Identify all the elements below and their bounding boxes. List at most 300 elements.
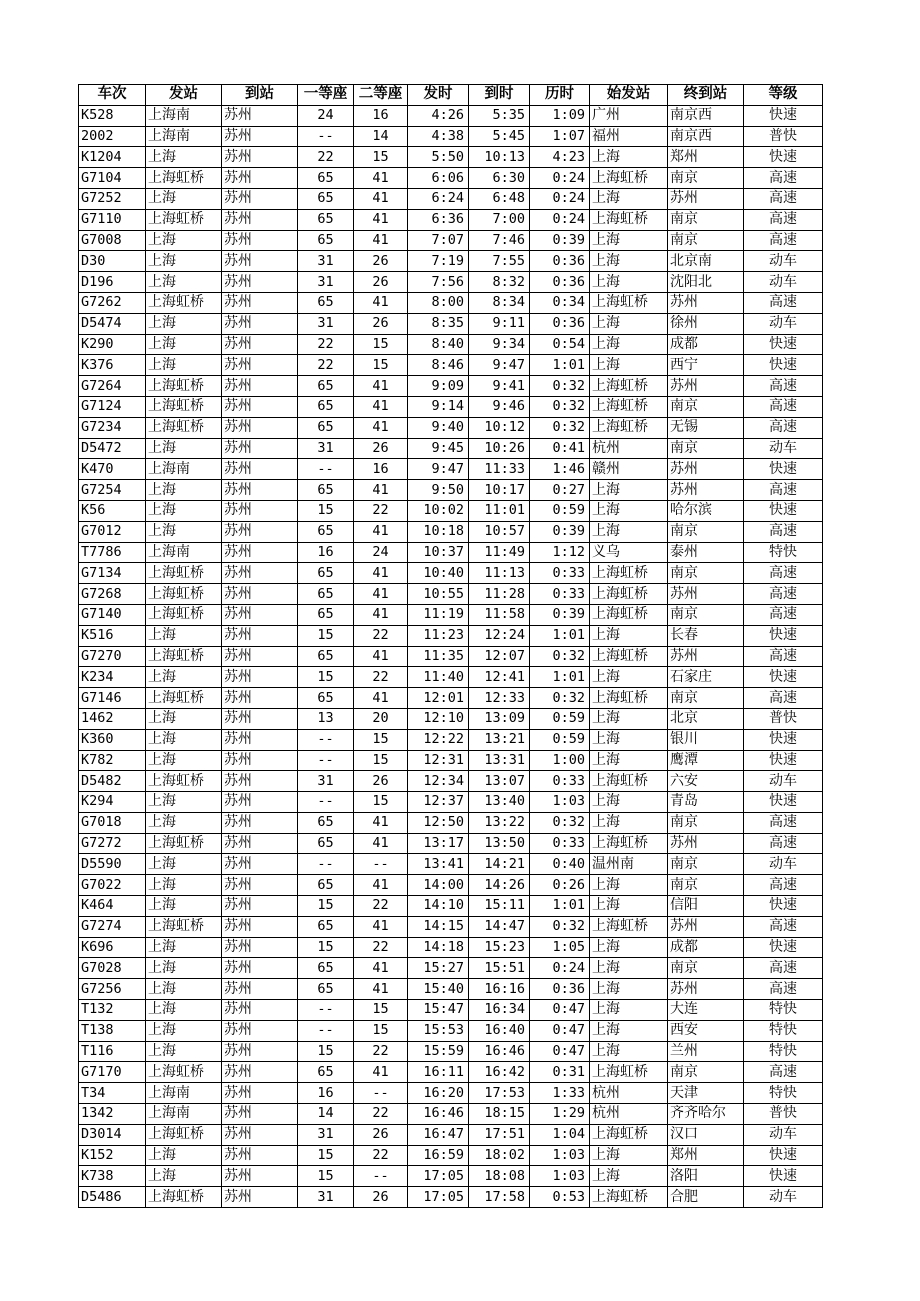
cell-train-number: D196 xyxy=(79,272,146,293)
cell-origin-station: 上海虹桥 xyxy=(590,584,668,605)
cell-train-number: G7028 xyxy=(79,958,146,979)
table-row xyxy=(79,563,823,584)
cell-departure-time: 13:17 xyxy=(408,833,469,854)
cell-origin-station: 上海 xyxy=(590,979,668,1000)
cell-arrival-time: 13:09 xyxy=(469,708,530,729)
cell-train-number: G7264 xyxy=(79,376,146,397)
cell-departure-time: 12:01 xyxy=(408,688,469,709)
cell-origin-station: 上海 xyxy=(590,625,668,646)
cell-second-class-price: 22 xyxy=(354,1145,408,1166)
cell-origin-station: 上海 xyxy=(590,750,668,771)
cell-train-class: 高速 xyxy=(744,563,823,584)
cell-terminal-station: 苏州 xyxy=(668,188,744,209)
cell-terminal-station: 苏州 xyxy=(668,376,744,397)
cell-arrival-time: 9:34 xyxy=(469,334,530,355)
cell-train-class: 快速 xyxy=(744,667,823,688)
cell-departure-time: 10:18 xyxy=(408,521,469,542)
cell-train-class: 动车 xyxy=(744,1187,823,1208)
cell-departure-time: 15:47 xyxy=(408,1000,469,1021)
cell-terminal-station: 成都 xyxy=(668,334,744,355)
cell-arrival-time: 18:15 xyxy=(469,1104,530,1125)
cell-second-class-price: 22 xyxy=(354,625,408,646)
cell-second-class-price: 26 xyxy=(354,438,408,459)
cell-departure-station: 上海 xyxy=(146,667,222,688)
cell-departure-time: 12:50 xyxy=(408,812,469,833)
cell-duration: 0:33 xyxy=(530,833,590,854)
cell-arrival-station: 苏州 xyxy=(222,334,298,355)
cell-terminal-station: 郑州 xyxy=(668,1145,744,1166)
cell-origin-station: 上海虹桥 xyxy=(590,1124,668,1145)
cell-terminal-station: 齐齐哈尔 xyxy=(668,1104,744,1125)
cell-train-number: G7234 xyxy=(79,417,146,438)
cell-first-class-price: 65 xyxy=(298,979,354,1000)
cell-arrival-station: 苏州 xyxy=(222,979,298,1000)
cell-second-class-price: 20 xyxy=(354,708,408,729)
cell-departure-station: 上海虹桥 xyxy=(146,916,222,937)
header-first-class: 一等座 xyxy=(298,85,354,106)
cell-arrival-time: 16:16 xyxy=(469,979,530,1000)
cell-departure-station: 上海 xyxy=(146,1020,222,1041)
table-row xyxy=(79,750,823,771)
cell-second-class-price: 15 xyxy=(354,729,408,750)
cell-duration: 1:04 xyxy=(530,1124,590,1145)
table-row xyxy=(79,355,823,376)
table-row xyxy=(79,708,823,729)
cell-first-class-price: -- xyxy=(298,729,354,750)
cell-origin-station: 上海虹桥 xyxy=(590,1187,668,1208)
cell-origin-station: 上海 xyxy=(590,667,668,688)
cell-second-class-price: 22 xyxy=(354,500,408,521)
cell-arrival-station: 苏州 xyxy=(222,584,298,605)
cell-arrival-time: 10:13 xyxy=(469,147,530,168)
cell-terminal-station: 南京 xyxy=(668,168,744,189)
table-row xyxy=(79,1020,823,1041)
cell-duration: 1:00 xyxy=(530,750,590,771)
cell-terminal-station: 兰州 xyxy=(668,1041,744,1062)
cell-origin-station: 上海虹桥 xyxy=(590,833,668,854)
cell-origin-station: 上海 xyxy=(590,355,668,376)
cell-train-class: 普快 xyxy=(744,1104,823,1125)
cell-duration: 0:36 xyxy=(530,313,590,334)
cell-train-number: K376 xyxy=(79,355,146,376)
cell-origin-station: 上海虹桥 xyxy=(590,563,668,584)
cell-origin-station: 上海虹桥 xyxy=(590,292,668,313)
cell-terminal-station: 汉口 xyxy=(668,1124,744,1145)
table-row xyxy=(79,209,823,230)
cell-departure-station: 上海南 xyxy=(146,105,222,126)
cell-first-class-price: 65 xyxy=(298,292,354,313)
cell-train-number: 2002 xyxy=(79,126,146,147)
cell-train-number: T132 xyxy=(79,1000,146,1021)
cell-arrival-time: 9:41 xyxy=(469,376,530,397)
table-row xyxy=(79,521,823,542)
cell-arrival-time: 18:02 xyxy=(469,1145,530,1166)
cell-terminal-station: 石家庄 xyxy=(668,667,744,688)
cell-terminal-station: 天津 xyxy=(668,1083,744,1104)
cell-arrival-station: 苏州 xyxy=(222,937,298,958)
cell-terminal-station: 成都 xyxy=(668,937,744,958)
cell-train-number: K738 xyxy=(79,1166,146,1187)
cell-duration: 1:01 xyxy=(530,355,590,376)
cell-arrival-station: 苏州 xyxy=(222,833,298,854)
cell-departure-time: 9:09 xyxy=(408,376,469,397)
cell-train-class: 高速 xyxy=(744,168,823,189)
cell-departure-time: 6:24 xyxy=(408,188,469,209)
cell-second-class-price: -- xyxy=(354,1166,408,1187)
cell-origin-station: 赣州 xyxy=(590,459,668,480)
cell-departure-station: 上海 xyxy=(146,521,222,542)
cell-arrival-time: 11:33 xyxy=(469,459,530,480)
cell-terminal-station: 西宁 xyxy=(668,355,744,376)
cell-train-number: K464 xyxy=(79,896,146,917)
cell-arrival-time: 12:07 xyxy=(469,646,530,667)
cell-origin-station: 上海虹桥 xyxy=(590,1062,668,1083)
cell-terminal-station: 南京 xyxy=(668,209,744,230)
cell-first-class-price: 65 xyxy=(298,646,354,667)
cell-departure-time: 8:35 xyxy=(408,313,469,334)
cell-departure-station: 上海南 xyxy=(146,126,222,147)
cell-first-class-price: 22 xyxy=(298,355,354,376)
cell-arrival-time: 10:12 xyxy=(469,417,530,438)
cell-train-number: G7146 xyxy=(79,688,146,709)
cell-arrival-station: 苏州 xyxy=(222,750,298,771)
cell-origin-station: 上海 xyxy=(590,1020,668,1041)
cell-arrival-time: 13:21 xyxy=(469,729,530,750)
cell-departure-station: 上海虹桥 xyxy=(146,604,222,625)
cell-origin-station: 上海 xyxy=(590,708,668,729)
cell-train-number: D5590 xyxy=(79,854,146,875)
cell-terminal-station: 南京西 xyxy=(668,126,744,147)
cell-second-class-price: 16 xyxy=(354,459,408,480)
cell-departure-time: 14:18 xyxy=(408,937,469,958)
cell-departure-time: 7:56 xyxy=(408,272,469,293)
table-body xyxy=(79,105,823,1207)
table-row xyxy=(79,1166,823,1187)
cell-duration: 0:53 xyxy=(530,1187,590,1208)
cell-origin-station: 上海 xyxy=(590,792,668,813)
cell-terminal-station: 洛阳 xyxy=(668,1166,744,1187)
cell-arrival-time: 11:28 xyxy=(469,584,530,605)
cell-train-number: K152 xyxy=(79,1145,146,1166)
header-train-number: 车次 xyxy=(79,85,146,106)
table-row xyxy=(79,313,823,334)
cell-train-number: D5472 xyxy=(79,438,146,459)
cell-train-number: G7134 xyxy=(79,563,146,584)
cell-second-class-price: 41 xyxy=(354,979,408,1000)
cell-first-class-price: 31 xyxy=(298,1187,354,1208)
cell-first-class-price: 31 xyxy=(298,771,354,792)
cell-first-class-price: 65 xyxy=(298,417,354,438)
cell-arrival-station: 苏州 xyxy=(222,1104,298,1125)
cell-train-number: G7008 xyxy=(79,230,146,251)
cell-origin-station: 上海 xyxy=(590,1041,668,1062)
cell-origin-station: 上海 xyxy=(590,937,668,958)
cell-first-class-price: 31 xyxy=(298,1124,354,1145)
cell-arrival-station: 苏州 xyxy=(222,958,298,979)
cell-second-class-price: 41 xyxy=(354,376,408,397)
cell-departure-station: 上海 xyxy=(146,708,222,729)
cell-departure-station: 上海虹桥 xyxy=(146,1124,222,1145)
cell-arrival-station: 苏州 xyxy=(222,272,298,293)
cell-train-number: 1342 xyxy=(79,1104,146,1125)
cell-departure-time: 15:27 xyxy=(408,958,469,979)
cell-arrival-station: 苏州 xyxy=(222,563,298,584)
header-row xyxy=(79,85,823,106)
table-row xyxy=(79,500,823,521)
cell-arrival-time: 13:07 xyxy=(469,771,530,792)
cell-duration: 0:24 xyxy=(530,958,590,979)
cell-arrival-time: 15:23 xyxy=(469,937,530,958)
table-row xyxy=(79,875,823,896)
cell-origin-station: 上海 xyxy=(590,251,668,272)
cell-train-number: G7018 xyxy=(79,812,146,833)
cell-departure-station: 上海南 xyxy=(146,459,222,480)
cell-train-number: G7104 xyxy=(79,168,146,189)
cell-origin-station: 杭州 xyxy=(590,438,668,459)
cell-second-class-price: 22 xyxy=(354,667,408,688)
cell-second-class-price: 26 xyxy=(354,1187,408,1208)
cell-second-class-price: 41 xyxy=(354,833,408,854)
cell-departure-station: 上海 xyxy=(146,1000,222,1021)
cell-departure-station: 上海 xyxy=(146,937,222,958)
cell-arrival-station: 苏州 xyxy=(222,875,298,896)
cell-departure-station: 上海 xyxy=(146,1166,222,1187)
cell-departure-station: 上海 xyxy=(146,251,222,272)
cell-train-class: 动车 xyxy=(744,313,823,334)
cell-terminal-station: 南京 xyxy=(668,812,744,833)
cell-origin-station: 上海虹桥 xyxy=(590,771,668,792)
cell-terminal-station: 北京 xyxy=(668,708,744,729)
cell-origin-station: 上海 xyxy=(590,521,668,542)
cell-terminal-station: 苏州 xyxy=(668,584,744,605)
cell-origin-station: 上海 xyxy=(590,334,668,355)
cell-departure-station: 上海 xyxy=(146,500,222,521)
cell-departure-station: 上海 xyxy=(146,854,222,875)
cell-train-number: T116 xyxy=(79,1041,146,1062)
cell-train-class: 高速 xyxy=(744,604,823,625)
cell-train-class: 快速 xyxy=(744,937,823,958)
cell-train-number: G7124 xyxy=(79,396,146,417)
cell-departure-time: 8:46 xyxy=(408,355,469,376)
cell-departure-time: 15:40 xyxy=(408,979,469,1000)
cell-train-number: K696 xyxy=(79,937,146,958)
cell-train-class: 高速 xyxy=(744,833,823,854)
cell-departure-time: 12:22 xyxy=(408,729,469,750)
cell-departure-time: 15:53 xyxy=(408,1020,469,1041)
cell-duration: 0:24 xyxy=(530,209,590,230)
cell-terminal-station: 西安 xyxy=(668,1020,744,1041)
cell-arrival-station: 苏州 xyxy=(222,480,298,501)
cell-departure-station: 上海 xyxy=(146,147,222,168)
table-row xyxy=(79,1187,823,1208)
cell-duration: 0:32 xyxy=(530,376,590,397)
cell-first-class-price: -- xyxy=(298,1000,354,1021)
cell-train-number: T7786 xyxy=(79,542,146,563)
cell-first-class-price: -- xyxy=(298,126,354,147)
cell-second-class-price: 26 xyxy=(354,771,408,792)
cell-terminal-station: 南京 xyxy=(668,688,744,709)
cell-train-class: 高速 xyxy=(744,812,823,833)
cell-duration: 0:36 xyxy=(530,272,590,293)
cell-origin-station: 上海虹桥 xyxy=(590,376,668,397)
cell-second-class-price: 26 xyxy=(354,272,408,293)
cell-train-class: 高速 xyxy=(744,646,823,667)
table-row xyxy=(79,688,823,709)
cell-origin-station: 上海 xyxy=(590,896,668,917)
cell-second-class-price: 41 xyxy=(354,292,408,313)
cell-origin-station: 上海 xyxy=(590,1145,668,1166)
cell-origin-station: 杭州 xyxy=(590,1083,668,1104)
cell-first-class-price: 65 xyxy=(298,584,354,605)
cell-first-class-price: 31 xyxy=(298,313,354,334)
cell-duration: 1:29 xyxy=(530,1104,590,1125)
cell-arrival-station: 苏州 xyxy=(222,230,298,251)
cell-train-number: G7270 xyxy=(79,646,146,667)
cell-train-class: 快速 xyxy=(744,105,823,126)
header-terminal-station: 终到站 xyxy=(668,85,744,106)
cell-arrival-time: 11:01 xyxy=(469,500,530,521)
cell-duration: 1:01 xyxy=(530,667,590,688)
cell-arrival-time: 7:46 xyxy=(469,230,530,251)
cell-train-number: K470 xyxy=(79,459,146,480)
cell-first-class-price: 16 xyxy=(298,542,354,563)
table-row xyxy=(79,604,823,625)
cell-departure-station: 上海虹桥 xyxy=(146,396,222,417)
cell-arrival-time: 12:41 xyxy=(469,667,530,688)
header-origin-station: 始发站 xyxy=(590,85,668,106)
cell-origin-station: 上海虹桥 xyxy=(590,417,668,438)
cell-second-class-price: 41 xyxy=(354,604,408,625)
cell-departure-time: 14:15 xyxy=(408,916,469,937)
cell-departure-station: 上海虹桥 xyxy=(146,209,222,230)
cell-train-class: 动车 xyxy=(744,438,823,459)
cell-train-number: G7252 xyxy=(79,188,146,209)
cell-terminal-station: 信阳 xyxy=(668,896,744,917)
cell-duration: 0:36 xyxy=(530,251,590,272)
cell-departure-time: 16:59 xyxy=(408,1145,469,1166)
cell-origin-station: 杭州 xyxy=(590,1104,668,1125)
cell-train-class: 特快 xyxy=(744,1020,823,1041)
cell-departure-time: 14:00 xyxy=(408,875,469,896)
cell-first-class-price: 22 xyxy=(298,147,354,168)
cell-second-class-price: 22 xyxy=(354,1104,408,1125)
cell-departure-station: 上海 xyxy=(146,1041,222,1062)
cell-arrival-time: 7:55 xyxy=(469,251,530,272)
cell-departure-station: 上海 xyxy=(146,625,222,646)
table-row xyxy=(79,230,823,251)
cell-departure-time: 12:10 xyxy=(408,708,469,729)
header-departure-time: 发时 xyxy=(408,85,469,106)
cell-train-number: G7274 xyxy=(79,916,146,937)
cell-arrival-station: 苏州 xyxy=(222,1187,298,1208)
cell-train-class: 特快 xyxy=(744,1083,823,1104)
cell-train-number: T138 xyxy=(79,1020,146,1041)
cell-first-class-price: -- xyxy=(298,750,354,771)
cell-terminal-station: 苏州 xyxy=(668,646,744,667)
cell-departure-time: 9:47 xyxy=(408,459,469,480)
cell-departure-time: 4:26 xyxy=(408,105,469,126)
cell-arrival-time: 9:46 xyxy=(469,396,530,417)
cell-departure-station: 上海虹桥 xyxy=(146,563,222,584)
cell-arrival-station: 苏州 xyxy=(222,916,298,937)
cell-duration: 1:07 xyxy=(530,126,590,147)
cell-first-class-price: 65 xyxy=(298,958,354,979)
cell-second-class-price: 26 xyxy=(354,1124,408,1145)
cell-departure-station: 上海虹桥 xyxy=(146,1062,222,1083)
cell-train-class: 高速 xyxy=(744,188,823,209)
cell-departure-time: 17:05 xyxy=(408,1187,469,1208)
cell-arrival-station: 苏州 xyxy=(222,771,298,792)
cell-arrival-station: 苏州 xyxy=(222,1062,298,1083)
cell-arrival-station: 苏州 xyxy=(222,355,298,376)
cell-terminal-station: 徐州 xyxy=(668,313,744,334)
cell-arrival-station: 苏州 xyxy=(222,396,298,417)
cell-duration: 0:59 xyxy=(530,500,590,521)
header-second-class: 二等座 xyxy=(354,85,408,106)
cell-train-number: G7170 xyxy=(79,1062,146,1083)
table-row xyxy=(79,667,823,688)
cell-second-class-price: 41 xyxy=(354,812,408,833)
cell-departure-station: 上海 xyxy=(146,729,222,750)
cell-duration: 0:39 xyxy=(530,604,590,625)
cell-departure-station: 上海 xyxy=(146,958,222,979)
cell-duration: 0:36 xyxy=(530,979,590,1000)
cell-departure-station: 上海 xyxy=(146,230,222,251)
cell-train-class: 高速 xyxy=(744,521,823,542)
cell-train-class: 高速 xyxy=(744,417,823,438)
cell-train-class: 动车 xyxy=(744,854,823,875)
cell-departure-time: 9:14 xyxy=(408,396,469,417)
table-row xyxy=(79,542,823,563)
table-row xyxy=(79,272,823,293)
cell-origin-station: 上海 xyxy=(590,313,668,334)
table-row xyxy=(79,771,823,792)
cell-first-class-price: -- xyxy=(298,1020,354,1041)
cell-train-class: 快速 xyxy=(744,459,823,480)
cell-second-class-price: 15 xyxy=(354,147,408,168)
cell-departure-time: 5:50 xyxy=(408,147,469,168)
cell-first-class-price: 15 xyxy=(298,1145,354,1166)
cell-terminal-station: 合肥 xyxy=(668,1187,744,1208)
cell-arrival-station: 苏州 xyxy=(222,126,298,147)
cell-first-class-price: 16 xyxy=(298,1083,354,1104)
cell-duration: 0:54 xyxy=(530,334,590,355)
cell-departure-time: 13:41 xyxy=(408,854,469,875)
cell-train-number: K782 xyxy=(79,750,146,771)
cell-duration: 1:01 xyxy=(530,625,590,646)
cell-duration: 0:59 xyxy=(530,729,590,750)
cell-second-class-price: 41 xyxy=(354,209,408,230)
cell-train-class: 高速 xyxy=(744,875,823,896)
cell-departure-station: 上海 xyxy=(146,313,222,334)
cell-train-number: D3014 xyxy=(79,1124,146,1145)
cell-arrival-station: 苏州 xyxy=(222,604,298,625)
cell-departure-time: 9:40 xyxy=(408,417,469,438)
cell-second-class-price: 41 xyxy=(354,168,408,189)
cell-terminal-station: 南京 xyxy=(668,438,744,459)
cell-first-class-price: 13 xyxy=(298,708,354,729)
cell-arrival-station: 苏州 xyxy=(222,1145,298,1166)
cell-second-class-price: 15 xyxy=(354,334,408,355)
cell-arrival-time: 16:42 xyxy=(469,1062,530,1083)
header-arrival-station: 到站 xyxy=(222,85,298,106)
cell-train-number: K234 xyxy=(79,667,146,688)
cell-origin-station: 福州 xyxy=(590,126,668,147)
cell-train-class: 高速 xyxy=(744,584,823,605)
cell-train-class: 高速 xyxy=(744,958,823,979)
cell-duration: 0:33 xyxy=(530,563,590,584)
table-row xyxy=(79,646,823,667)
